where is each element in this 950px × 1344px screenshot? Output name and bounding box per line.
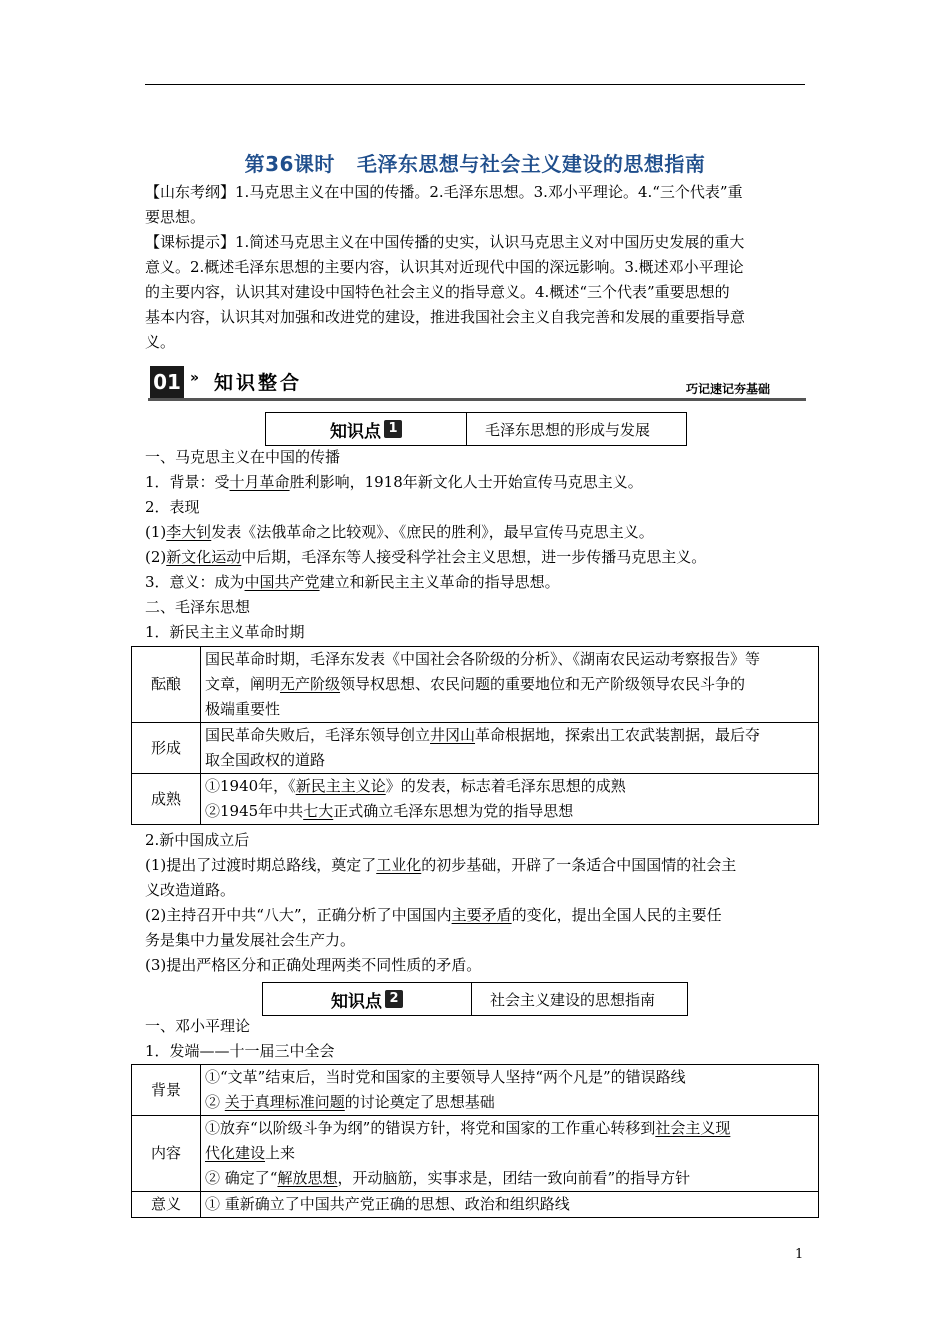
page-title [145, 148, 805, 177]
row-body: ①放弃“以阶级斗争为纲”的错误方针，将党和国家的工作重心转移到社会主义现 代化建设上来 ② 确定了“解放思想，开动脑筋，实事求是，团结一致向前看”的指导方针 [201, 1116, 819, 1192]
knowledge-point-label [263, 983, 472, 1015]
row-head: 酝酿 [132, 647, 201, 723]
key-term: 李大钊 [166, 523, 212, 541]
table-row [132, 723, 819, 774]
key-term: 主要矛盾 [451, 906, 512, 924]
key-term: 十月革命 [229, 473, 290, 491]
heading-mao-thought: 二、毛泽东思想 [145, 598, 251, 616]
key-term: 新文化运动 [166, 548, 242, 566]
lesson-topic: 毛泽东思想与社会主义建设的思想指南 [356, 152, 706, 176]
key-term: 新民主主义论 [295, 777, 386, 795]
standard-tips-line: 的主要内容，认识其对建设中国特色社会主义的指导意义。4.概述“三个代表”重要思想的 [145, 283, 730, 301]
key-term: 无产阶级 [280, 675, 341, 693]
sub-heading-new-democracy: 1．新民主主义革命时期 [145, 623, 305, 641]
standard-tips-line: 【课标提示】1.简述马克思主义在中国传播的史实，认识马克思主义对中国历史发展的重大 [145, 233, 745, 251]
knowledge-point-badge: 1 [384, 420, 402, 438]
section-banner [148, 366, 806, 402]
row-head: 形成 [132, 723, 201, 774]
row-head: 意义 [132, 1192, 201, 1218]
table-new-democracy [131, 646, 819, 825]
knowledge-point-title: 毛泽东思想的形成与发展 [485, 420, 651, 439]
row-body: 国民革命时期，毛泽东发表《中国社会各阶级的分析》、《湖南农民运动考察报告》等 文章，阐明无产阶级领导权思想、农民问题的重要地位和无产阶级领导农民斗争的 极端重要性 [201, 647, 819, 723]
sub-heading-after-1949: 2.新中国成立后 [145, 831, 250, 849]
knowledge-point-label-text: 知识点 [331, 991, 382, 1012]
knowledge-point-badge: 2 [385, 990, 403, 1008]
section-subtitle: 巧记速记夯基础 [685, 382, 770, 396]
after-1949-point-1: (1)提出了过渡时期总路线，奠定了工业化的初步基础，开辟了一条适合中国国情的社会主 [145, 856, 737, 874]
key-term: 井冈山 [430, 726, 476, 744]
standard-tips-line: 基本内容，认识其对加强和改进党的建设，推进我国社会主义自我完善和发展的重要指导意 [145, 308, 746, 326]
row-head: 内容 [132, 1116, 201, 1192]
after-1949-point-3: (3)提出严格区分和正确处理两类不同性质的矛盾。 [145, 956, 482, 974]
page-number: 1 [795, 1247, 804, 1262]
key-term: 七大 [303, 802, 334, 820]
table-row [132, 1116, 819, 1192]
key-term: 解放思想 [277, 1169, 338, 1187]
table-row [132, 774, 819, 825]
key-term: 代化建设 [205, 1144, 266, 1162]
section-rule [148, 398, 806, 401]
knowledge-point-label-text: 知识点 [330, 421, 381, 442]
row-body: ① 重新确立了中国共产党正确的思想、政治和组织路线 [201, 1192, 819, 1218]
key-term: 关于真理标准问题 [224, 1093, 345, 1111]
table-row [132, 647, 819, 723]
section-name: 知识整合 [214, 372, 303, 394]
heading-marxism-spread: 一、马克思主义在中国的传播 [145, 448, 341, 466]
exam-outline-line: 要思想。 [145, 208, 206, 226]
after-1949-point-2: (2)主持召开中共“八大”，正确分析了中国国内主要矛盾的变化，提出全国人民的主要任 [145, 906, 722, 924]
row-head: 成熟 [132, 774, 201, 825]
manifestation-heading: 2．表现 [145, 498, 200, 516]
background-line: 1．背景：受十月革命胜利影响，1918年新文化人士开始宣传马克思主义。 [145, 473, 643, 491]
row-body: ①1940年，《新民主主义论》的发表，标志着毛泽东思想的成熟 ②1945年中共七大正式确立毛泽东思想为党的指导思想 [201, 774, 819, 825]
table-third-plenum [131, 1064, 819, 1218]
sub-heading-third-plenum: 1．发端——十一届三中全会 [145, 1042, 335, 1060]
row-body: ①“文革”结束后，当时党和国家的主要领导人坚持“两个凡是”的错误路线 ② 关于真理标准问题的讨论奠定了思想基础 [201, 1065, 819, 1116]
heading-deng-theory: 一、邓小平理论 [145, 1017, 251, 1035]
manifestation-2: (2)新文化运动中后期，毛泽东等人接受科学社会主义思想，进一步传播马克思主义。 [145, 548, 707, 566]
key-term: 中国共产党 [244, 573, 320, 591]
knowledge-point-1-box [265, 412, 687, 446]
manifestation-1: (1)李大钊发表《法俄革命之比较观》、《庶民的胜利》，最早宣传马克思主义。 [145, 523, 654, 541]
standard-tips [145, 230, 807, 355]
after-1949-point-1-cont: 义改造道路。 [145, 881, 236, 899]
exam-outline [145, 180, 807, 230]
section-number: 01 [150, 366, 184, 398]
after-1949-point-2-cont: 务是集中力量发展社会生产力。 [145, 931, 356, 949]
significance-line: 3．意义：成为中国共产党建立和新民主主义革命的指导思想。 [145, 573, 560, 591]
key-term: 社会主义现 [655, 1119, 731, 1137]
row-head: 背景 [132, 1065, 201, 1116]
lesson-number: 第36课时 [244, 152, 335, 176]
section-arrow-icon: » [190, 370, 200, 386]
table-row [132, 1192, 819, 1218]
knowledge-point-title: 社会主义建设的思想指南 [490, 990, 656, 1009]
exam-outline-line: 【山东考纲】1.马克思主义在中国的传播。2.毛泽东思想。3.邓小平理论。4.“三个代表”重 [145, 183, 743, 201]
standard-tips-line: 义。 [145, 333, 176, 351]
knowledge-point-2-box [262, 982, 688, 1016]
row-body: 国民革命失败后，毛泽东领导创立井冈山革命根据地，探索出工农武装割据，最后夺 取全国政权的道路 [201, 723, 819, 774]
key-term: 工业化 [376, 856, 422, 874]
standard-tips-line: 意义。2.概述毛泽东思想的主要内容，认识其对近现代中国的深远影响。3.概述邓小平理论 [145, 258, 744, 276]
knowledge-point-label [266, 413, 467, 445]
header-rule [145, 84, 805, 85]
table-row [132, 1065, 819, 1116]
